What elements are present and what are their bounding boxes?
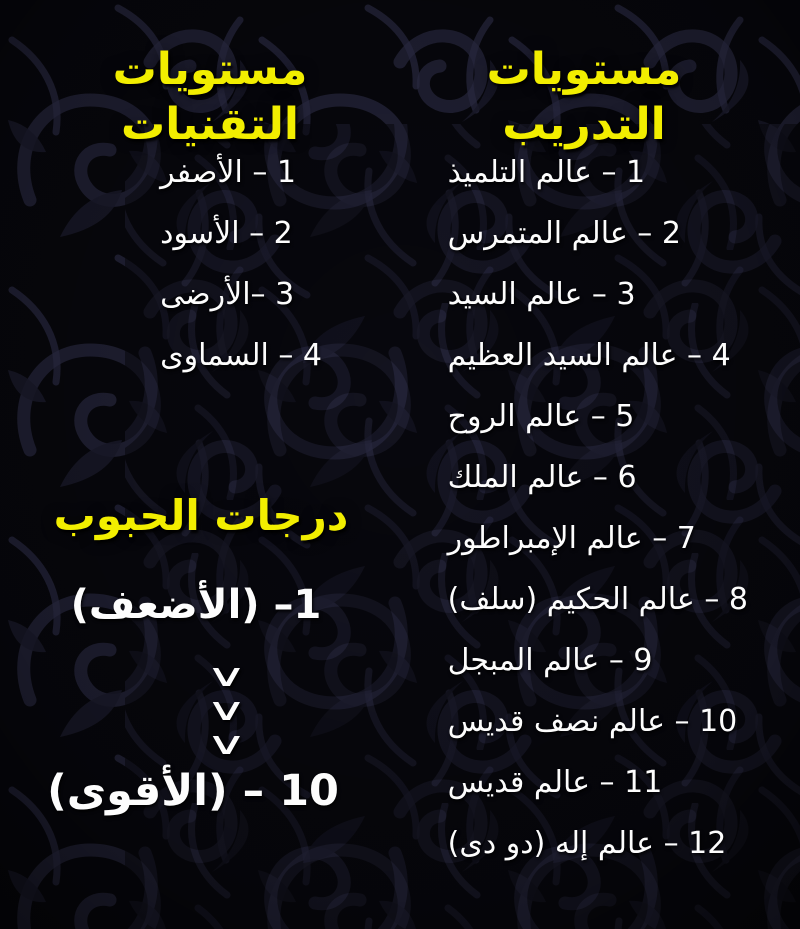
chevron-down-icon: ∨ — [205, 726, 248, 762]
training-level-item: 11 – عالم قديس — [447, 765, 663, 800]
pill-grades-title: درجات الحبوب — [53, 491, 349, 540]
training-level-item: 10 – عالم نصف قديس — [447, 704, 738, 739]
technique-levels-title: مستويات التقنيات — [112, 44, 308, 150]
chevron-down-icon: ∨ — [205, 658, 248, 694]
technique-level-item: 3 –الأرضى — [160, 277, 295, 312]
technique-levels-list — [160, 142, 322, 386]
training-level-item: 9 – عالم المبجل — [447, 643, 653, 678]
training-level-item: 6 – عالم الملك — [447, 460, 637, 495]
technique-level-item: 1 – الأصفر — [160, 155, 296, 190]
training-levels-list — [448, 142, 748, 874]
pill-grade-strongest: 10 – (الأقوى) — [47, 766, 339, 816]
training-level-item: 3 – عالم السيد — [447, 277, 636, 312]
technique-level-item: 2 – الأسود — [160, 216, 293, 251]
training-level-item: 5 – عالم الروح — [447, 399, 635, 434]
chevron-down-icon: ∨ — [205, 692, 248, 728]
training-levels-title: مستويات التدريب — [486, 44, 682, 150]
training-level-item: 2 – عالم المتمرس — [447, 216, 681, 251]
training-level-item: 4 – عالم السيد العظيم — [447, 338, 731, 373]
technique-level-item: 4 – السماوى — [160, 338, 322, 373]
pill-grade-weakest: 1– (الأضعف) — [70, 582, 322, 628]
training-level-item: 7 – عالم الإمبراطور — [447, 521, 696, 556]
training-level-item: 8 – عالم الحكيم (سلف) — [447, 582, 748, 617]
training-level-item: 12 – عالم إله (دو دى) — [447, 826, 727, 861]
training-level-item: 1 – عالم التلميذ — [447, 155, 646, 190]
pill-grade-arrows — [32, 660, 420, 761]
